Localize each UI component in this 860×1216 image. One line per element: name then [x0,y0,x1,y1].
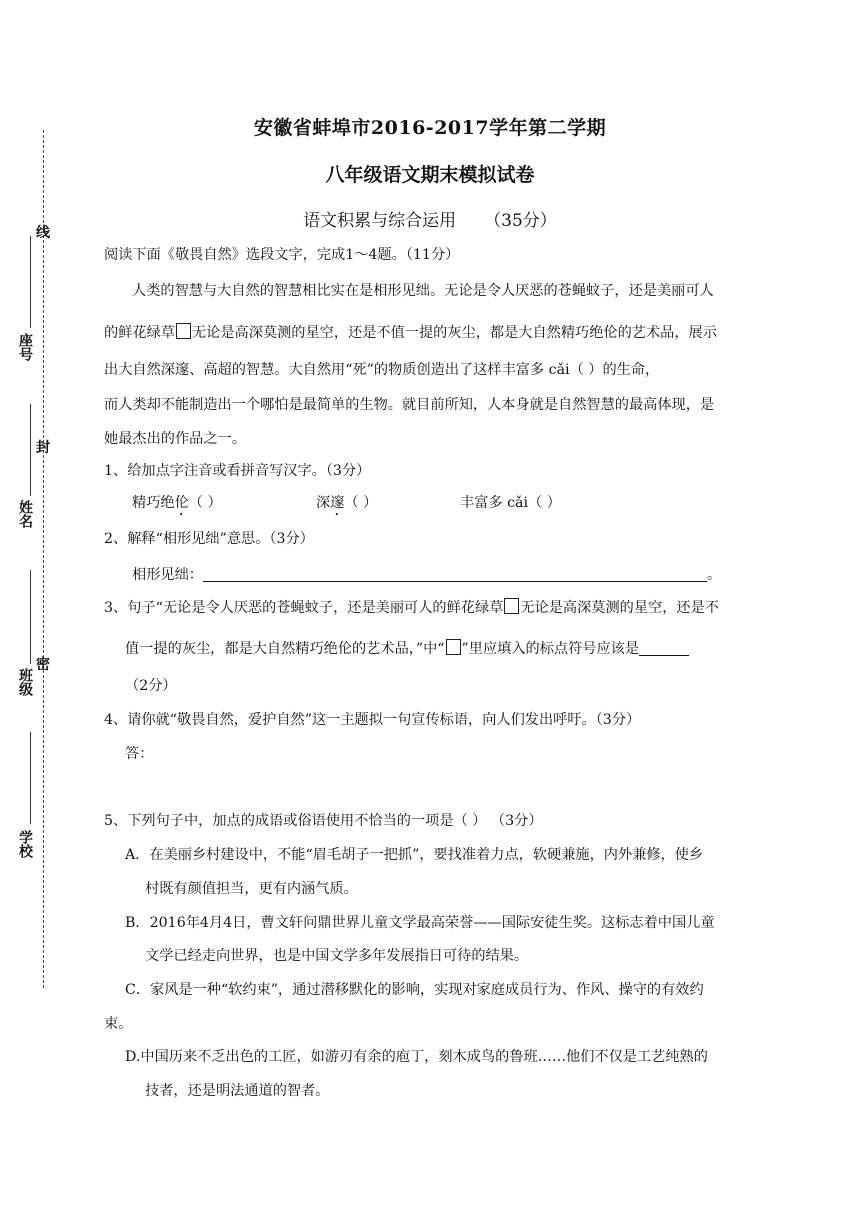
punctuation-box [176,323,191,339]
q2-answer-line[interactable] [203,566,707,582]
question-3-line-2 [125,638,689,658]
q1-a-blank: （ ） [188,495,222,511]
question-5-stem: 5、下列句子中，加点的成语或俗语使用不恰当的一项是（ ） （3分） [104,813,543,829]
option-c-line-2: 束。 [104,1016,133,1032]
option-a-line-2: 村既有颜值担当，更有内涵气质。 [145,881,358,897]
option-a-line-1: A．在美丽乡村建设中，不能“眉毛胡子一把抓”，要找准着力点，软硬兼施，内外兼修，使乡 [125,847,704,863]
class-label: 班级 [17,668,33,696]
question-3-line-1 [104,597,719,617]
q1-b-blank: （ ） [344,495,378,511]
passage-line-1: 人类的智慧与大自然的智慧相比实在是相形见绌。无论是令人厌恶的苍蝇蚊子，还是美丽可人 [132,283,714,299]
q1-a-dotted-char: 伦 [174,495,189,511]
section-score: （35分） [484,211,557,231]
passage-line-2 [104,322,717,342]
passage-line-4: 而人类却不能制造出一个哪怕是最简单的生物。就目前所知，人本身就是自然智慧的最高体现，是 [104,397,715,413]
question-1-item-c: 丰富多 cǎi（ ） [460,495,561,511]
question-2-answer [132,564,721,584]
section-name: 语文积累与综合运用 [303,211,457,231]
q2-end: 。 [706,567,722,583]
school-label: 学校 [17,830,33,858]
name-line [30,404,31,496]
binding-dashed-line [43,130,44,988]
passage-line-2-b: 无论是高深莫测的星空，还是不值一提的灰尘，都是大自然精巧绝伦的艺术品，展示 [191,325,717,341]
section-heading [0,206,860,231]
option-d-line-1: D.中国历来不乏出色的工匠，如游刃有余的庖丁，刻木成鸟的鲁班……他们不仅是工艺纯熟的 [125,1049,708,1065]
question-4-stem: 4、请你就“敬畏自然，爱护自然”这一主题拟一句宣传标语，向人们发出呼吁。（3分） [104,712,641,728]
q3-box-2 [446,639,461,655]
option-c-line-1: C．家风是一种“软约束”，通过潜移默化的影响，实现对家庭成员行为、作风、操守的有效约 [125,982,704,998]
class-line [30,570,31,664]
passage-line-2-a: 的鲜花绿草 [104,325,175,341]
option-d-line-2: 技者，还是明法通道的智者。 [145,1083,330,1099]
option-b-line-2: 文学已经走向世界，也是中国文学多年发展指日可待的结果。 [145,948,529,964]
reading-instruction: 阅读下面《敬畏自然》选段文字，完成1～4题。（11分） [104,247,460,263]
q1-a-pre: 精巧绝 [132,495,175,511]
question-1-item-b [316,492,377,519]
seat-number-label: 座号 [17,333,33,361]
seat-number-line [30,236,31,328]
passage-line-5: 她最杰出的作品之一。 [104,431,246,447]
name-label: 姓名 [17,500,33,528]
question-2-stem: 2、解释“相形见绌”意思。（3分） [104,531,314,547]
q2-label: 相形见绌： [132,567,203,583]
q3-l1-a: 3、句子“无论是令人厌恶的苍蝇蚊子，还是美丽可人的鲜花绿草 [104,600,504,616]
passage-line-3: 出大自然深邃、高超的智慧。大自然用“死”的物质创造出了这样丰富多 cǎi（ ）的生命， [104,362,660,378]
exam-subtitle: 八年级语文期末模拟试卷 [325,164,535,186]
q3-box-1 [504,598,519,614]
seal-char-xian: 线 [36,225,50,241]
seal-char-mi: 密 [36,657,50,673]
q1-b-pre: 深 [316,495,331,511]
question-1-item-a [132,492,222,519]
question-4-answer-label: 答： [125,746,154,762]
question-3-score: （2分） [125,678,177,694]
q3-l1-b: 无论是高深莫测的星空，还是不 [520,600,719,616]
question-1-stem: 1、给加点字注音或看拼音写汉字。（3分） [104,463,371,479]
seal-char-feng: 封 [36,440,50,456]
option-b-line-1: B．2016年4月4日，曹文轩问鼎世界儿童文学最高荣誉——国际安徒生奖。这标志着中国儿童 [125,915,715,931]
q1-b-dotted-char: 邃 [330,495,345,511]
q3-l2-b: ”里应填入的标点符号应该是 [461,641,640,657]
exam-title: 安徽省蚌埠市2016-2017学年第二学期 [253,117,607,139]
q3-answer-line[interactable] [639,640,689,656]
school-line [30,732,31,824]
q3-l2-a: 值一提的灰尘，都是大自然精巧绝伦的艺术品，”中“ [125,641,445,657]
